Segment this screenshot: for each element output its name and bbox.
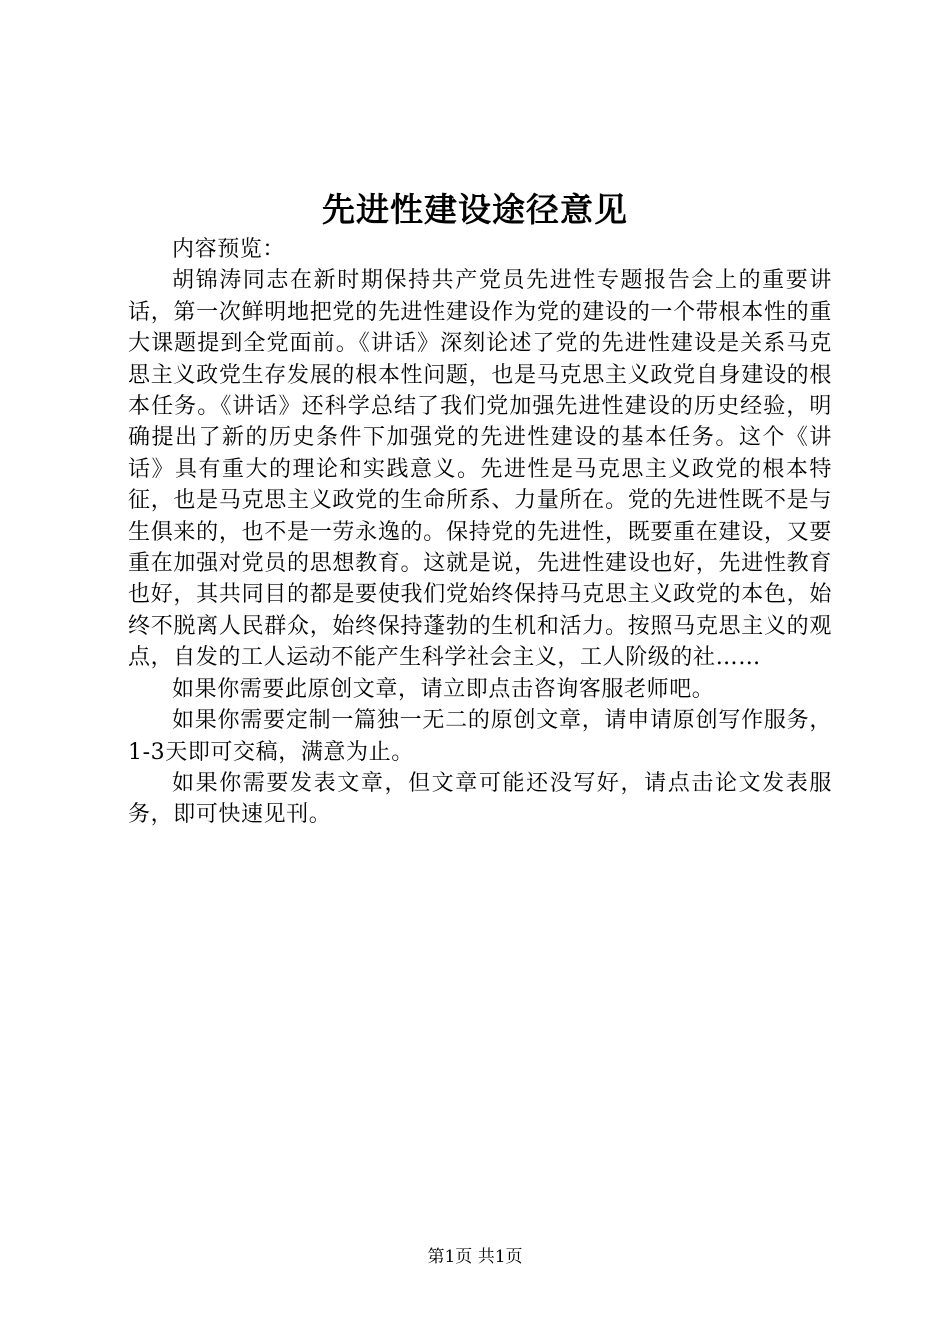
preview-label: 内容预览： <box>172 237 286 262</box>
paragraph-consult: 如果你需要此原创文章，请立即点击咨询客服老师吧。 <box>172 676 715 702</box>
paragraph-custom-writing: 如果你需要定制一篇独一无二的原创文章，请申请原创写作服务，1-3天即可交稿，满意为止。 <box>128 708 832 765</box>
page-footer: 第1页 共1页 <box>427 1247 523 1267</box>
document-body <box>128 234 832 831</box>
paragraph-main: 胡锦涛同志在新时期保持共产党员先进性专题报告会上的重要讲话，第一次鲜明地把党的先进性建设作为党的建设的一个带根本性的重大课题提到全党面前。《讲话》深刻论述了党的先进性建设是关系马克思主义政党生存发展的根本性问题，也是马克思主义政党自身建设的根本任务。《讲话》还科学总结了我们党加强先进性建设的历史经验，明确提出了新的历史条件下加强党的先进性建设的基本任务。这个《讲话》具有重大的理论和实践意义。先进性是马克思主义政党的根本特征，也是马克思主义政党的生命所系、力量所在。党的先进性既不是与生俱来的，也不是一劳永逸的。保持党的先进性，既要重在建设，又要重在加强对党员的思想教育。这就是说，先进性建设也好，先进性教育也好，其共同目的都是要使我们党始终保持马克思主义政党的本色，始终不脱离人民群众，始终保持蓬勃的生机和活力。按照马克思主义的观点，自发的工人运动不能产生科学社会主义，工人阶级的社…… <box>128 268 832 671</box>
document-title: 先进性建设途径意见 <box>322 190 628 229</box>
paragraph-publishing: 如果你需要发表文章，但文章可能还没写好，请点击论文发表服务，即可快速见刊。 <box>128 770 832 828</box>
